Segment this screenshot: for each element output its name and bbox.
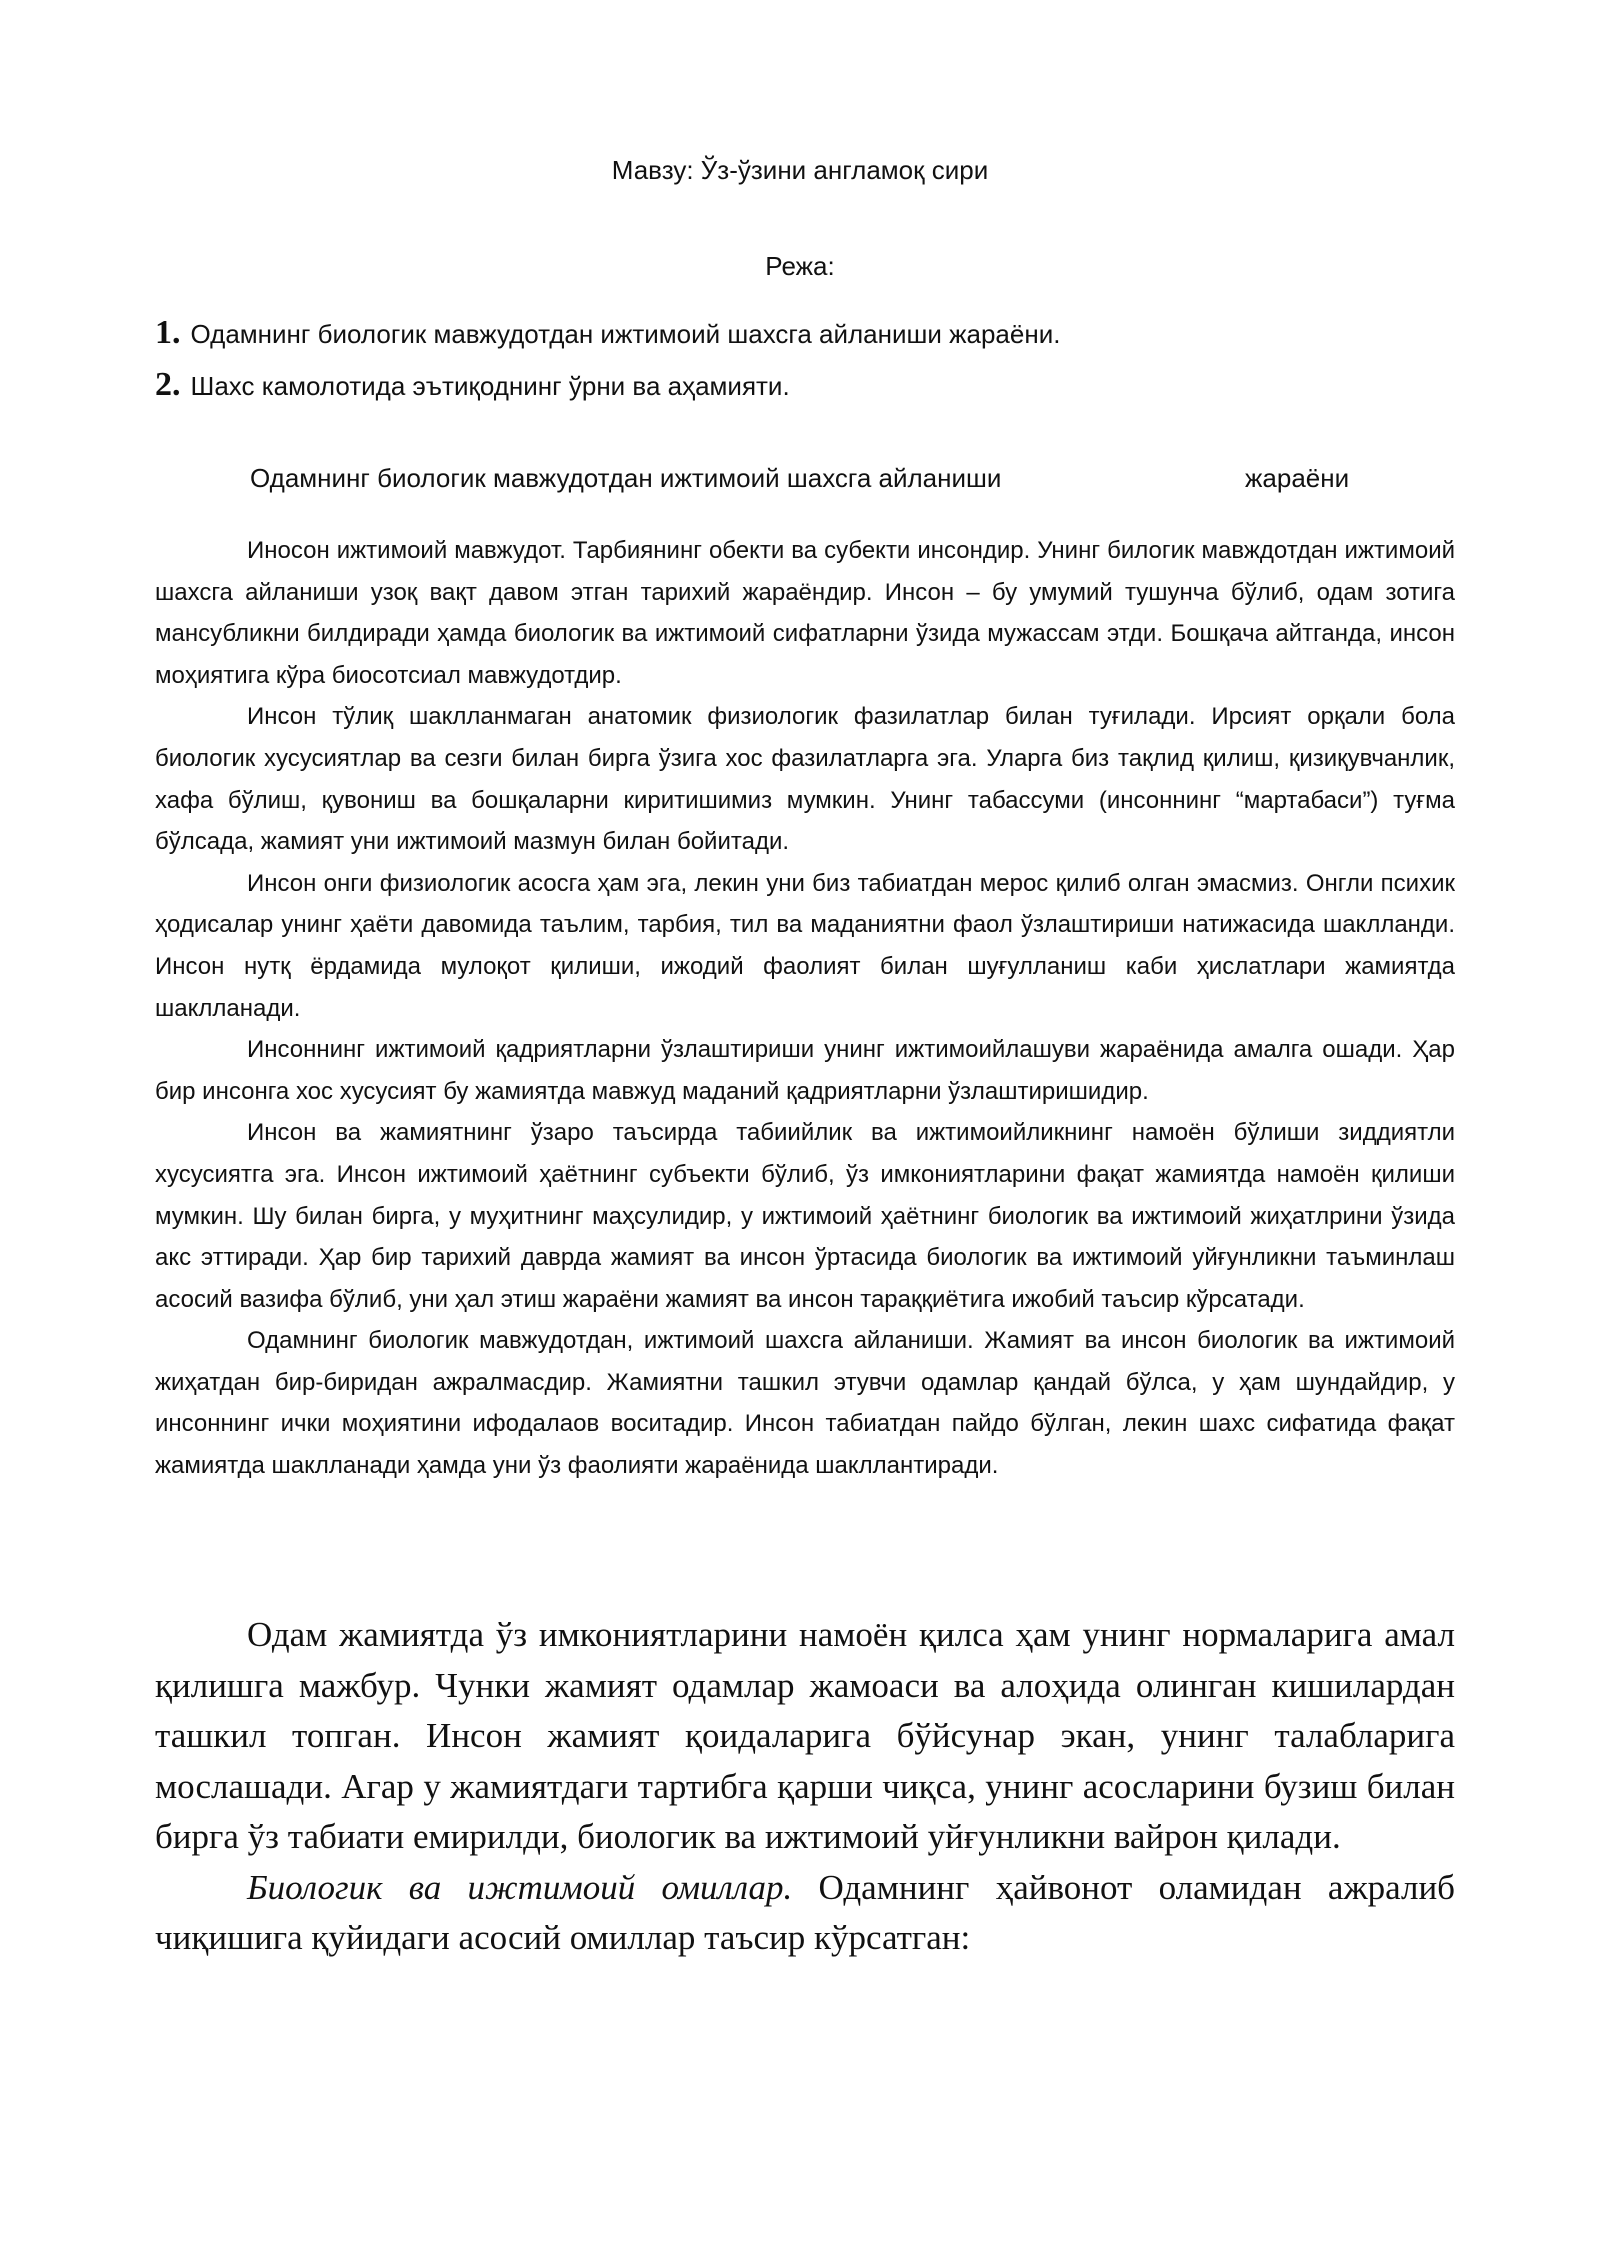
paragraph: Иносон ижтимоий мавжудот. Тарбиянинг обекти ва субекти инсондир. Унинг билогик мавждотдан ижтимоий шахсга айланиши узоқ вақт давом этган тарихий жараёндир. Инсон – бу умумий тушунча бўлиб, одам зотига мансубликни билдиради ҳамда биологик ва ижтимоий сифатларни ўзида мужассам этди. Бошқача айтганда, инсон моҳиятига кўра биосотсиал мавжудотдир. <box>155 537 1455 689</box>
plan-item-text: Шахс камолотида эътиқоднинг ўрни ва аҳамияти. <box>190 371 790 401</box>
paragraph: Одам жамиятда ўз имкониятларини намоён қилса ҳам унинг нормаларига амал қилишга мажбур. Чунки жамият одамлар жамоаси ва алоҳида олинган кишилардан ташкил топган. Инсон жамият қоидаларига бўйсунар экан, унинг талабларига мослашади. Агар у жамиятдаги тартибга қарши чиқса, унинг асосларини бузиш билан бирга ўз табиати емирилди, биологик ва ижтимоий уйғунликни вайрон қилади. <box>155 1615 1455 1856</box>
plan-item <box>155 314 1455 366</box>
plan-heading: Режа: <box>765 251 835 281</box>
paragraph: Инсон онги физиологик асосга ҳам эга, лекин уни биз табиатдан мерос қилиб олган эмасмиз. Онгли психик ҳодисалар унинг ҳаёти давомида таълим, тарбия, тил ва маданиятни фаол ўзлаштириши натижасида шаклланди. Инсон нутқ ёрдамида мулоқот қилиши, ижодий фаолият билан шуғулланиш каби ҳислатлари жамиятда шаклланади. <box>155 869 1455 1022</box>
italic-lead: Биологик ва ижтимоий омиллар. <box>247 1867 793 1907</box>
section-title-part2: жараёни <box>1245 463 1350 493</box>
paragraph: Инсоннинг ижтимоий қадриятларни ўзлаштириши унинг ижтимоийлашуви жараёнида амалга ошади. Ҳар бир инсонга хос хусусият бу жамиятда мавжуд маданий қадриятларни ўзлаштиришидир. <box>155 1036 1455 1105</box>
plan-item-number: 1. <box>155 314 181 351</box>
paragraph: Инсон ва жамиятнинг ўзаро таъсирда табиийлик ва ижтимоийликнинг намоён бўлиши зиддиятли хусусиятга эга. Инсон ижтимоий ҳаётнинг субъекти бўлиб, ўз имкониятларини фақат жамиятда намоён қилиши мумкин. Шу билан бирга, у муҳитнинг маҳсулидир, у ижтимоий ҳаётнинг биологик ва ижтимоий жиҳатлрини ўзида акс эттиради. Ҳар бир тарихий даврда жамият ва инсон ўртасида биологик ва ижтимоий уйғунликни таъминлаш асосий вазифа бўлиб, уни ҳал этиш жараёни жамият ва инсон тараққиётига ижобий таъсир кўрсатади. <box>155 1119 1455 1313</box>
paragraph: Одамнинг биологик мавжудотдан, ижтимоий шахсга айланиши. Жамият ва инсон биологик ва ижтимоий жиҳатдан бир-биридан ажралмасдир. Жамиятни ташкил этувчи одамлар қандай бўлса, у ҳам шундайдир, у инсоннинг ички моҳиятини ифодалаов воситадир. Инсон табиатдан пайдо бўлган, лекин шахс сифатида фақат жамиятда шаклланади ҳамда уни ўз фаолияти жараёнида шакллантиради. <box>155 1327 1455 1480</box>
section-title-part1: Одамнинг биологик мавжудотдан ижтимоий шахсга айланиши <box>250 463 1002 493</box>
body-text-serif <box>155 1610 1455 1964</box>
section-title <box>250 460 1360 496</box>
paragraph: Инсон тўлиқ шаклланмаган анатомик физиологик фазилатлар билан туғилади. Ирсият орқали бола биологик хусусиятлар ва сезги билан бирга ўзига хос фазилатларга эга. Уларга биз тақлид қилиш, қизиқувчанлик, хафа бўлиш, қувониш ва бошқаларни киритишимиз мумкин. Унинг табассуми (инсоннинг “мартабаси”) туғма бўлсада, жамият уни ижтимоий мазмун билан бойитади. <box>155 703 1455 856</box>
plan-item-text: Одамнинг биологик мавжудотдан ижтимоий шахсга айланиши жараёни. <box>190 319 1061 349</box>
paragraph-text: Одамнинг ҳайвонот оламидан ажралиб чиқишига қуйидаги асосий омиллар таъсир кўрсатган: <box>155 1867 1455 1957</box>
plan-item-number: 2. <box>155 366 181 403</box>
plan-list <box>155 314 1455 418</box>
paragraph <box>155 1863 1455 1964</box>
body-text-sans <box>155 530 1455 1487</box>
document-topic: Мавзу: Ўз-ўзини англамоқ сири <box>611 155 989 185</box>
plan-item <box>155 366 1455 418</box>
